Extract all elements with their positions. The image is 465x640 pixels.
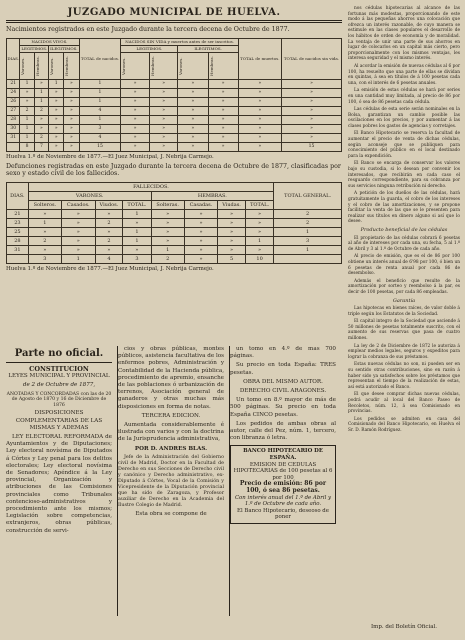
count-cell: »: [34, 115, 48, 124]
count-cell: »: [208, 124, 238, 133]
total-cell: 1: [79, 97, 121, 106]
count-cell: »: [20, 88, 34, 97]
paragraph: El capital integro de la Sociedad que asciende á 50 millones de pesetas totalmente suscrito, con el aumento de sus reservas que pasa de cuatro millones.: [348, 319, 460, 342]
count-cell: »: [245, 245, 273, 254]
count-cell: 1: [245, 236, 273, 245]
total-cell: 2: [274, 209, 342, 218]
right-column-paras-2: [348, 236, 460, 296]
leyes-date: de 2 de Octubre de 1877,: [22, 382, 96, 389]
table-row: [7, 209, 342, 218]
deaths-footer: Huelva 1.º de Noviembre de 1877.—El Juez Municipal, J. Nebrija Carmejo.: [6, 265, 214, 272]
constitucion-heading: CONSTITUCION: [29, 365, 89, 373]
table-row: [7, 245, 342, 254]
paragraph: A petición de los dueños de las cédulas, hará gratuitamente la guarda, el cobro de los intereses y el cobro de las amortizaciones, y se propone facilitar la venta de las que se le presenten para realizar sus títulos en dinero alguno si así que lo desee.: [348, 191, 460, 225]
count-cell: »: [28, 245, 61, 254]
count-cell: »: [218, 236, 246, 245]
col2-body-1: cios y obras públicas, montes públicos, asistencia facultativa de los enfermos pobres, Administración y Contabilidad de la Hacienda pública, procedimiento de apremio, ensanche de las poblaciones ó urbanización de terrenos, Asociación general de ganaderos y otras muchas más disposiciones en forma de notas.: [118, 346, 224, 410]
deaths-caption: Defunciones registradas en este Juzgado durante la tercera decena de Octubre de 1877, clasificadas por sexo y estado civil de los fallecidos.: [6, 162, 341, 177]
paragraph: El Banco Hipotecario se reserva la facultad de aumentar el precio de venta de dichas cédulas, según aconseje que se publiquen para conocimiento del público en el local destinado para la expendición.: [348, 131, 460, 159]
count-cell: »: [178, 97, 208, 106]
count-cell: 1: [123, 209, 151, 218]
total-cell: »: [281, 133, 341, 142]
count-cell: »: [49, 133, 64, 142]
deaths-subcol: Viudos.: [95, 200, 123, 209]
births-sv-ilegitimos: ILEGITIMOS.: [178, 45, 238, 52]
day-cell: 21: [7, 209, 29, 218]
table-row: [7, 79, 342, 88]
table-row: [7, 106, 342, 115]
total-cell: »: [281, 115, 341, 124]
count-cell: »: [208, 79, 238, 88]
edition-label: TERCERA EDICION.: [141, 412, 201, 419]
count-cell: »: [49, 142, 64, 151]
total-cell: 2: [274, 218, 342, 227]
births-sub-hembras: Hembras.: [64, 52, 79, 79]
deaths-table: [6, 182, 342, 264]
deaths-group: FALLECIDOS.: [28, 182, 273, 191]
count-cell: »: [208, 97, 238, 106]
col3-body-2: Su precio en toda España: TRES pesetas.: [230, 362, 336, 376]
col3-body-4: Los pedidos de ambas obras al autor, calle del Pez, núm. 1, tercero, con libranza ó letra.: [230, 420, 336, 442]
day-cell: 24: [7, 88, 20, 97]
births-col-total-muertos: [238, 38, 281, 79]
right-column-paras: [348, 6, 460, 225]
count-cell: »: [64, 115, 79, 124]
count-cell: »: [121, 97, 149, 106]
count-cell: »: [34, 79, 48, 88]
count-cell: »: [208, 115, 238, 124]
count-cell: 1: [62, 254, 95, 263]
count-cell: »: [151, 227, 184, 236]
births-table: [6, 38, 342, 152]
paragraph: Las hipotecas en bienes raíces, de valor doble á triple según los Estatutos de la Sociedad.: [348, 306, 460, 317]
table-row: [7, 227, 342, 236]
births-sub-varones: Varones.: [121, 52, 149, 79]
leyes-heading: LEYES MUNICIPAL Y PROVINCIAL: [8, 373, 110, 380]
paragraph: El propietario de las cédulas cobrará 6 pesetas al año de intereses por cada una, su fecha, 5 al 1.º de Abril y 3 al 1.º de Octubre de cada año.: [348, 235, 460, 252]
total-cell: »: [238, 142, 281, 151]
total-cell: [274, 254, 342, 263]
deaths-subcol: Casadas.: [184, 200, 217, 209]
count-cell: »: [149, 88, 177, 97]
births-caption: Nacimientos registrados en este Juzgado durante la tercera decena de Octubre de 1877.: [6, 26, 290, 33]
count-cell: 1: [20, 115, 34, 124]
count-cell: »: [64, 106, 79, 115]
count-cell: »: [49, 124, 64, 133]
count-cell: 2: [28, 236, 61, 245]
total-cell: 3: [79, 124, 121, 133]
paragraph: Estas nuevas cédulas no son, ni pueden ser en su sentido otras contribuciones, sino en razón á haber sido ya satisfechos sobre los préstamos que representan el tiempo de la realización de estas, así está autorizado el Banco.: [348, 362, 460, 390]
count-cell: 1: [20, 79, 34, 88]
count-cell: »: [121, 124, 149, 133]
author-line: POR D. ANDRES BLAS.: [134, 445, 208, 452]
births-total-sin-vida-label: TOTAL de nacidos sin vida.: [283, 56, 340, 61]
count-cell: »: [62, 209, 95, 218]
count-cell: »: [149, 133, 177, 142]
table-row: [7, 97, 342, 106]
count-cell: »: [178, 106, 208, 115]
count-cell: »: [62, 218, 95, 227]
count-cell: 1: [151, 245, 184, 254]
count-cell: »: [245, 227, 273, 236]
table-row: [7, 88, 342, 97]
count-cell: 2: [151, 254, 184, 263]
count-cell: »: [184, 227, 217, 236]
bank-ad-price: Precio de emisión: 86 por 100, ó sea 86 pesetas.: [239, 480, 327, 494]
count-cell: »: [64, 133, 79, 142]
total-cell: 1: [79, 88, 121, 97]
total-cell: 15: [79, 142, 121, 151]
count-cell: »: [62, 236, 95, 245]
count-cell: »: [95, 227, 123, 236]
totals-row: [7, 142, 342, 151]
count-cell: 2: [95, 218, 123, 227]
section-title: Parte no oficial.: [14, 348, 104, 359]
total-cell: »: [238, 106, 281, 115]
day-cell: 31: [7, 245, 29, 254]
totals-row: [7, 254, 342, 263]
count-cell: 7: [34, 142, 48, 151]
count-cell: »: [34, 124, 48, 133]
count-cell: »: [149, 97, 177, 106]
count-cell: »: [49, 106, 64, 115]
deaths-subcol: TOTAL.: [123, 200, 151, 209]
total-cell: »: [281, 124, 341, 133]
paragraph: La emisión de estas cédulas se hará por series en una cantidad muy limitada, al precio de 86 por 100, ó sea de 86 pesetas cada cédula.: [348, 88, 460, 105]
count-cell: »: [121, 115, 149, 124]
count-cell: 1: [34, 97, 48, 106]
right-sub-heading-2: Garantía: [392, 297, 416, 304]
day-cell: 21: [7, 79, 20, 88]
count-cell: »: [149, 115, 177, 124]
total-cell: »: [281, 79, 341, 88]
total-cell: 1: [79, 115, 121, 124]
day-cell: 28: [7, 115, 20, 124]
count-cell: »: [64, 142, 79, 151]
count-cell: 1: [49, 79, 64, 88]
paragraph: Al precio de emisión, que es el de 86 por 100 obtiene un interés anual de 6'98 por 100, ó bien un 6 pesetas de renta anual por cada 86 de desembolso.: [348, 254, 460, 277]
deaths-subcol: Casados.: [62, 200, 95, 209]
day-cell: 28: [7, 236, 29, 245]
births-sub-hembras: Hembras.: [208, 52, 238, 79]
count-cell: »: [151, 209, 184, 218]
right-sub-heading: Producto beneficial de las cédulas: [360, 226, 448, 233]
count-cell: »: [218, 245, 246, 254]
day-cell: 26: [7, 97, 20, 106]
disposiciones-heading: DISPOSICIONES COMPLEMENTARIAS DE LAS MISMAS Y ADEMAS: [15, 410, 103, 431]
count-cell: »: [208, 133, 238, 142]
paragraph: El Banco se encarga de conservar los valores bajo su custodia, si lo desean por convenir los interesados, que recibirán en cada caso el resguardo correspondiente, para su cobranza por sus servicios ninguna retribución ni derecho.: [348, 161, 460, 189]
paragraph: Al acordar la emisión de nuevas cédulas al 6 por 100, ha resuelto que una parte de ellas se dividan en quintas, á sea en títulos de á 100 pesetas cada una, con el interés de 6 pesetas anuales.: [348, 63, 460, 86]
count-cell: »: [64, 97, 79, 106]
column-2: [118, 346, 224, 520]
count-cell: »: [184, 218, 217, 227]
count-cell: »: [151, 236, 184, 245]
total-cell: »: [281, 88, 341, 97]
count-cell: »: [49, 88, 64, 97]
count-cell: »: [245, 209, 273, 218]
paragraph: Las cédulas de esta serie serán nominales en la Bolsa, garantizan un cambio posible las oscilaciones en los precios, y por aumentar á las clases pobres los gastos de agencias y corretajes.: [348, 107, 460, 129]
count-cell: »: [178, 133, 208, 142]
day-cell: 31: [7, 133, 20, 142]
count-cell: 8: [20, 142, 34, 151]
count-cell: »: [178, 88, 208, 97]
births-legitimos: LEGITIMOS.: [21, 46, 48, 51]
count-cell: »: [184, 209, 217, 218]
bank-ad-last: El Banco Hipotecario, deseoso de poner: [237, 507, 329, 521]
births-sub-varones: Varones.: [49, 52, 64, 79]
count-cell: 2: [34, 106, 48, 115]
count-cell: »: [121, 133, 149, 142]
count-cell: 3: [123, 254, 151, 263]
count-cell: 10: [245, 254, 273, 263]
col2-body-3: Jefe de la Administración del Gobierno civil de Madrid, Doctor en la Facultad de Derecho en sus Secciones de Derecho civil y canónico y Derecho administrativo, ex-Diputado á Córtes, Vocal de la Comisión y Vicepresidente de la Diputación provincial que ha sido de Zaragoza, y Profesor auxiliar de Derecho en la Academia del Ilustre Colegio de Madrid.: [118, 454, 224, 508]
count-cell: »: [151, 218, 184, 227]
count-cell: »: [208, 142, 238, 151]
births-footer: Huelva 1.º de Noviembre de 1877.—El Juez Municipal, J. Nebrija Carmejo.: [6, 153, 214, 160]
day-cell: 25: [7, 227, 29, 236]
count-cell: »: [64, 88, 79, 97]
total-cell: 15: [281, 142, 341, 151]
day-cell: 27: [7, 106, 20, 115]
count-cell: »: [149, 79, 177, 88]
births-group-sin-vida: NACIDOS SIN VIDA y muertos antes de ser inscritos.: [121, 38, 238, 45]
births-table-body: [7, 79, 342, 151]
births-group-vivos: NACIDOS VIVOS.: [20, 38, 79, 45]
births-sv-legitimos: LEGITIMOS.: [121, 45, 178, 52]
count-cell: »: [28, 227, 61, 236]
leyes-note: ANOTADAS Y CONCORDADAS con las de 20 de Agosto de 1870 y 16 de Diciembre de 1876: [6, 391, 112, 408]
births-sub-varones: Varones.: [20, 52, 34, 79]
births-col-dias: DIAS.: [7, 38, 20, 79]
day-cell: [7, 142, 20, 151]
total-cell: »: [238, 79, 281, 88]
count-cell: 1: [123, 236, 151, 245]
table-row: [7, 236, 342, 245]
count-cell: »: [49, 97, 64, 106]
col3-body-3: Un tomo en 8.º mayor de más de 500 páginas. Su precio en toda España CINCO pesetas.: [230, 397, 336, 418]
count-cell: »: [121, 79, 149, 88]
count-cell: 1: [20, 124, 34, 133]
total-cell: 4: [79, 106, 121, 115]
total-cell: 4: [79, 133, 121, 142]
day-cell: 30: [7, 124, 20, 133]
col3-body-1: un tomo en 4.º de mas 700 páginas.: [230, 346, 336, 360]
count-cell: 2: [95, 236, 123, 245]
count-cell: 5: [218, 254, 246, 263]
total-cell: »: [238, 115, 281, 124]
col1-body: LEY ELECTORAL REFORMADA de Ayuntamientos y de Diputaciones; Ley electoral novísima de Diputados á Córtes y Ley penal para los delitos electorales; Ley electoral novísima de Senadores; Apéndice á la Ley provincial, Organización y atribuciones de las Comisiones provinciales como Tribunales contencioso-administrativos y procedimiento ante los mismos; Legislación sobre competencias, extranjeros, obras públicas, construcción de servi-: [6, 434, 112, 534]
title-rule: [6, 20, 342, 23]
deaths-table-body: [7, 209, 342, 263]
col3-sub: DERECHO CIVIL ARAGONES.: [239, 388, 327, 395]
total-cell: »: [281, 97, 341, 106]
count-cell: 1: [28, 218, 61, 227]
table-row: [7, 115, 342, 124]
count-cell: »: [178, 142, 208, 151]
paragraph: Además el beneficio que resulte de la amortización por sorteo y reembolso á la par, es decir de 100 pesetas, por cada 86 empleadas.: [348, 278, 460, 295]
total-cell: 1: [274, 245, 342, 254]
count-cell: »: [245, 218, 273, 227]
count-cell: »: [64, 79, 79, 88]
count-cell: »: [184, 254, 217, 263]
births-total-nacidos-label: TOTAL de nacidos.: [80, 56, 120, 61]
count-cell: »: [178, 79, 208, 88]
total-cell: 3: [274, 236, 342, 245]
count-cell: »: [149, 124, 177, 133]
total-cell: 1: [79, 79, 121, 88]
total-cell: »: [238, 88, 281, 97]
right-column-paras-3: [348, 306, 460, 433]
count-cell: »: [208, 106, 238, 115]
births-ilegitimos: ILEGITIMOS.: [50, 46, 78, 51]
bank-ad-title: BANCO HIPOTECARIO DE ESPAÑA.: [243, 448, 323, 462]
paragraph: Los pedidos se admiten en casa del Comisionado del Banco Hipotecario, en Huelva el Sr. D. Ramón Rodríguez.: [348, 416, 460, 433]
count-cell: »: [62, 227, 95, 236]
col2-body-2: Aumentada considerablemente é ilustrada con varios y con la doctrina de la Jurisprudencia administrativa,: [118, 422, 224, 443]
count-cell: 2: [20, 106, 34, 115]
col3-heading: OBRA DEL MISMO AUTOR.: [243, 378, 323, 385]
count-cell: »: [121, 142, 149, 151]
right-column: [348, 6, 460, 436]
count-cell: »: [49, 115, 64, 124]
count-cell: 1: [34, 88, 48, 97]
count-cell: »: [121, 106, 149, 115]
count-cell: »: [208, 88, 238, 97]
table-row: [7, 133, 342, 142]
count-cell: »: [123, 245, 151, 254]
births-total-muertos-label: TOTAL de muertos.: [240, 56, 280, 61]
births-col-total-sin-vida: [281, 38, 341, 79]
paragraph: El que desee comprar dichas nuevas cédulas, podrá acudir al local del Banco Paseo de Recoletos, núm. 12, á sea Comisionado en provincias.: [348, 392, 460, 415]
printer-imprint: Imp. del Boletín Oficial.: [370, 624, 438, 630]
count-cell: 3: [28, 254, 61, 263]
bank-ad-box: [230, 445, 336, 524]
count-cell: »: [149, 142, 177, 151]
page-title: JUZGADO MUNICIPAL DE HUELVA.: [67, 7, 281, 18]
count-cell: »: [64, 124, 79, 133]
count-cell: »: [121, 88, 149, 97]
births-sub-varones: Varones.: [178, 52, 208, 79]
day-cell: 23: [7, 218, 29, 227]
count-cell: 4: [95, 254, 123, 263]
total-cell: »: [238, 133, 281, 142]
deaths-varones: VARONES.: [28, 191, 151, 200]
section-rule: [6, 362, 112, 363]
table-row: [7, 218, 342, 227]
count-cell: »: [218, 227, 246, 236]
deaths-col-dias: DIAS.: [7, 182, 29, 209]
table-row: [7, 124, 342, 133]
column-1: [6, 346, 112, 537]
total-cell: »: [238, 97, 281, 106]
count-cell: »: [178, 124, 208, 133]
births-sub-hembras: Hembras.: [149, 52, 177, 79]
column-3: [230, 346, 336, 524]
count-cell: »: [218, 209, 246, 218]
day-cell: [7, 254, 29, 263]
paragraph: La ley de 2 de Diciembre de 1872 le autoriza á emplear medios legales, seguros y expeditos para lograr la cobranza de sus préstamos.: [348, 343, 460, 360]
count-cell: »: [28, 209, 61, 218]
paragraph: nos cédulas hipotecarias al alcance de las fortunas más modestas, proporcionando de este modo á las pequeñas ahorros una colocación que ofrezca un interés razonable, de cuyo manera se estimule en las clases populares el desarrollo de los hábitos de orden de economía y de moralidad. La ventaja de unir una parte de sus ahorros en lugar de colocarlos en un capital más cierto, pero proporcionalmente con los mismos ventajas, les interesa seguridad y el mismo interés.: [348, 6, 460, 62]
bank-ad-note: Con interés anual del 1.º de Abril y 1.º de Octubre de cada año.: [234, 494, 332, 508]
total-cell: »: [238, 124, 281, 133]
count-cell: 2: [34, 133, 48, 142]
deaths-col-total-general: TOTAL GENERAL.: [274, 182, 342, 209]
bank-ad-sub: EMISION DE CEDULAS HIPOTECARIAS de 100 pesetas al 6 por 100: [233, 461, 333, 481]
count-cell: »: [184, 236, 217, 245]
count-cell: 1: [123, 227, 151, 236]
count-cell: »: [123, 218, 151, 227]
count-cell: »: [218, 218, 246, 227]
total-cell: 1: [274, 227, 342, 236]
deaths-subcol: Viudas.: [218, 200, 246, 209]
deaths-subcol: TOTAL.: [245, 200, 273, 209]
deaths-subcol: Solteros.: [28, 200, 61, 209]
count-cell: »: [184, 245, 217, 254]
lower-columns: [6, 346, 342, 636]
deaths-hembras: HEMBRAS.: [151, 191, 274, 200]
count-cell: »: [95, 245, 123, 254]
left-section: [6, 6, 342, 272]
count-cell: »: [62, 245, 95, 254]
count-cell: »: [20, 97, 34, 106]
col2-last: Esta obra se compone de: [135, 510, 207, 517]
count-cell: »: [178, 115, 208, 124]
deaths-subcol: Solteras.: [151, 200, 184, 209]
births-col-total: [79, 38, 121, 79]
births-sub-hembras: Hembras.: [34, 52, 48, 79]
count-cell: »: [149, 106, 177, 115]
count-cell: »: [95, 209, 123, 218]
count-cell: 1: [20, 133, 34, 142]
total-cell: »: [281, 106, 341, 115]
